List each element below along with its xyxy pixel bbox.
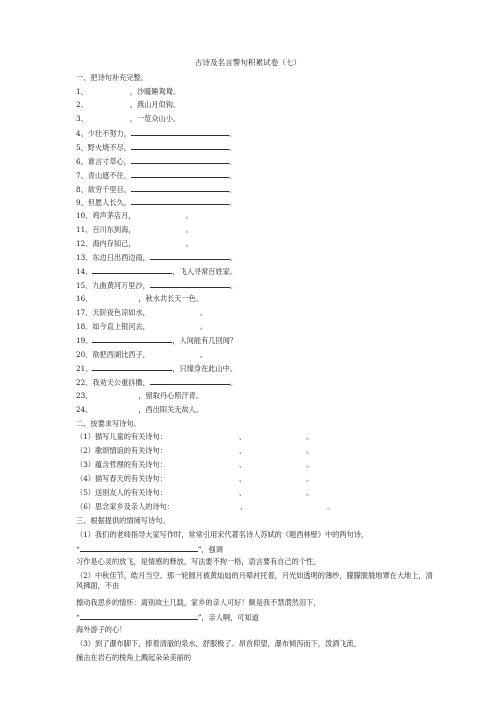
fill-item-prefix: 15、九曲黄河万里沙，	[76, 281, 150, 290]
answer-blank[interactable]	[131, 184, 229, 192]
poem-request-label: （6）思念家乡及亲人的诗句：	[76, 502, 175, 511]
fill-item-text: ，留取丹心照汗青。	[138, 391, 204, 400]
answer-blank[interactable]	[150, 377, 230, 385]
fill-item-text: 。	[185, 225, 193, 234]
fill-item-prefix: 9、但愿人长久，	[76, 198, 131, 207]
poem-request-label: （2）歌颂情谊的有关诗句：	[76, 446, 167, 455]
poem-request-item	[76, 432, 313, 441]
fill-item-prefix: 3、	[76, 114, 88, 123]
s3-open-quote: “	[76, 545, 80, 554]
fill-item-text: 。	[185, 239, 193, 248]
page-title: 古诗及名言警句积累试卷（七）	[194, 58, 302, 67]
section2-heading: 二、按要求写诗句。	[76, 419, 141, 428]
fill-item-prefix: 10、鸡声茅店月，	[76, 211, 136, 220]
answer-blank[interactable]	[131, 142, 229, 150]
fill-item-prefix: 12、海内存知己，	[76, 239, 136, 248]
fill-item	[76, 391, 203, 400]
s3-p2-line2: 擦动我思乡的情怀：离别故土几载，家乡的亲人可好！颇是我不禁潸然泪下，	[76, 598, 321, 607]
fill-item	[76, 142, 236, 152]
fill-item-text: ，一览众山小。	[129, 114, 181, 123]
separator: 、	[238, 446, 247, 455]
poem-request-item	[76, 488, 313, 497]
answer-blank[interactable]	[92, 335, 172, 343]
s3-p1-line1: （1）我们的老师指导大家写作时，常常引用宋代著名诗人苏轼的《题西林壁》中的两句诗，	[76, 530, 369, 539]
fill-item-prefix: 18、如今直上银河去，	[76, 322, 150, 331]
answer-blank[interactable]	[131, 197, 229, 205]
fill-item-prefix: 22、我劝天公重抖擞，	[76, 378, 150, 387]
answer-blank[interactable]	[131, 170, 229, 178]
fill-item	[76, 322, 207, 331]
end-mark: 。	[306, 446, 314, 455]
fill-item-prefix: 7、青山遮不住，	[76, 171, 131, 180]
poem-request-label: （4）描写春天的有关诗句：	[76, 474, 167, 483]
fill-item	[76, 128, 236, 138]
fill-item-prefix: 23、	[76, 391, 93, 400]
s3-p2-line4: 海外游子的心！	[76, 625, 127, 634]
s3-p1-line2	[76, 544, 223, 554]
fill-item	[76, 114, 180, 123]
fill-item-text: ，燕山月似钩。	[129, 100, 181, 109]
fill-item	[76, 170, 236, 180]
answer-blank[interactable]	[150, 252, 230, 260]
fill-item-text: 。	[228, 129, 237, 138]
end-mark: 。	[327, 502, 335, 511]
answer-blank[interactable]	[92, 363, 172, 371]
fill-item	[76, 252, 237, 262]
s3-close-quote: ”，强调	[197, 545, 223, 554]
separator: 、	[238, 474, 247, 483]
poem-request-label: （1）描写儿童的有关诗句：	[76, 432, 167, 441]
answer-blank[interactable]	[131, 128, 229, 136]
answer-blank[interactable]	[131, 156, 229, 164]
fill-item-text: 。	[229, 281, 238, 290]
fill-item	[76, 211, 193, 220]
fill-item	[76, 266, 237, 276]
fill-item	[76, 377, 237, 387]
fill-item-text: 。	[228, 171, 237, 180]
fill-item	[76, 363, 237, 373]
answer-blank[interactable]	[80, 612, 198, 620]
s3-close-quote: ”，亲人啊，可知道	[197, 613, 259, 622]
fill-item	[76, 100, 180, 109]
fill-item	[76, 294, 203, 303]
fill-item-text: 。	[228, 157, 237, 166]
fill-item-text: 。	[228, 198, 237, 207]
fill-item	[76, 335, 237, 345]
poem-request-item	[76, 474, 313, 483]
fill-item-prefix: 17、天阶夜色凉如水，	[76, 308, 150, 317]
answer-blank[interactable]	[80, 544, 198, 552]
fill-item	[76, 350, 207, 359]
fill-item-text: ，秋水共长天一色。	[138, 294, 204, 303]
s3-p3-line2: 撞击在岩石的棱角上溅起朵朵美丽的	[76, 653, 192, 662]
fill-item-prefix: 2、	[76, 100, 88, 109]
s3-p2-line1: （2）中秋佳节，皓月当空。那一轮圆月被黄灿灿的月晕衬托着，月光如透明的薄纱，朦朦胧胧地罩在大地上，清风拂面，不由	[76, 571, 433, 590]
fill-item-text: 。	[229, 378, 238, 387]
fill-item-text: 。	[228, 185, 237, 194]
separator: 、	[238, 488, 247, 497]
fill-item-prefix: 20、欲把西湖比西子，	[76, 350, 150, 359]
s3-open-quote: “	[76, 613, 80, 622]
poem-request-item	[76, 502, 334, 511]
fill-item-prefix: 1、	[76, 87, 88, 96]
fill-item	[76, 405, 203, 414]
fill-item-text: ，西出阳关无故人。	[138, 405, 204, 414]
fill-item-prefix: 6、谁言寸草心，	[76, 157, 131, 166]
fill-item-prefix: 5、野火烧不尽，	[76, 143, 131, 152]
fill-item	[76, 87, 180, 96]
separator: 、	[238, 460, 247, 469]
section3-heading: 三、根据提供的情境写诗句。	[76, 516, 170, 525]
fill-item	[76, 239, 193, 248]
fill-item-prefix: 21、	[76, 364, 93, 373]
fill-item-text: ，沙暖睡鸳鸯。	[129, 87, 181, 96]
fill-item-text: 。	[228, 143, 237, 152]
fill-item-text: 。	[199, 308, 208, 317]
separator: 、	[238, 432, 247, 441]
fill-item-text: ，只缘身在此山中。	[172, 364, 238, 373]
fill-item-prefix: 13、东边日出西边雨，	[76, 253, 150, 262]
s3-p1-line3: 习作是心灵的放飞，是情感的释放，写法要不拘一格，语言要有自己的个性。	[76, 557, 321, 566]
answer-blank[interactable]	[92, 266, 172, 274]
fill-item-prefix: 19、	[76, 336, 93, 345]
answer-blank[interactable]	[150, 280, 230, 288]
fill-item-text: 。	[199, 350, 208, 359]
end-mark: 。	[306, 460, 314, 469]
fill-item	[76, 156, 236, 166]
s3-p2-line3	[76, 612, 259, 622]
fill-item-text: 。	[199, 322, 208, 331]
end-mark: 。	[306, 488, 314, 497]
fill-item-prefix: 11、百川东到海，	[76, 225, 136, 234]
fill-item	[76, 225, 193, 234]
fill-item-text: 。	[185, 211, 193, 220]
fill-item-text: ，飞入寻常百姓家。	[172, 267, 238, 276]
fill-item	[76, 197, 236, 207]
fill-item-text: ，人间能有几回闻？	[172, 336, 238, 345]
fill-item-prefix: 8、欲穷千里目，	[76, 185, 131, 194]
end-mark: 。	[306, 474, 314, 483]
separator: 、	[240, 502, 248, 511]
fill-item-prefix: 24、	[76, 405, 93, 414]
s3-p3-line1: （3）到了瀑布脚下，捧着清澈的泉水，舒服极了。昂首仰望，瀑布倾泻而下，泼洒飞流，	[76, 639, 361, 648]
fill-item	[76, 184, 236, 194]
fill-item-prefix: 14、	[76, 267, 93, 276]
fill-item	[76, 280, 237, 290]
poem-request-label: （3）蕴含哲理的有关诗句：	[76, 460, 167, 469]
fill-item	[76, 308, 207, 317]
poem-request-item	[76, 460, 313, 469]
fill-item-text: 。	[229, 253, 238, 262]
fill-item-prefix: 16、	[76, 294, 93, 303]
poem-request-item	[76, 446, 313, 455]
section1-heading: 一、把诗句补充完整。	[76, 73, 148, 82]
poem-request-label: （5）送别友人的有关诗句：	[76, 488, 167, 497]
end-mark: 。	[306, 432, 314, 441]
fill-item-prefix: 4、少壮不努力，	[76, 129, 131, 138]
